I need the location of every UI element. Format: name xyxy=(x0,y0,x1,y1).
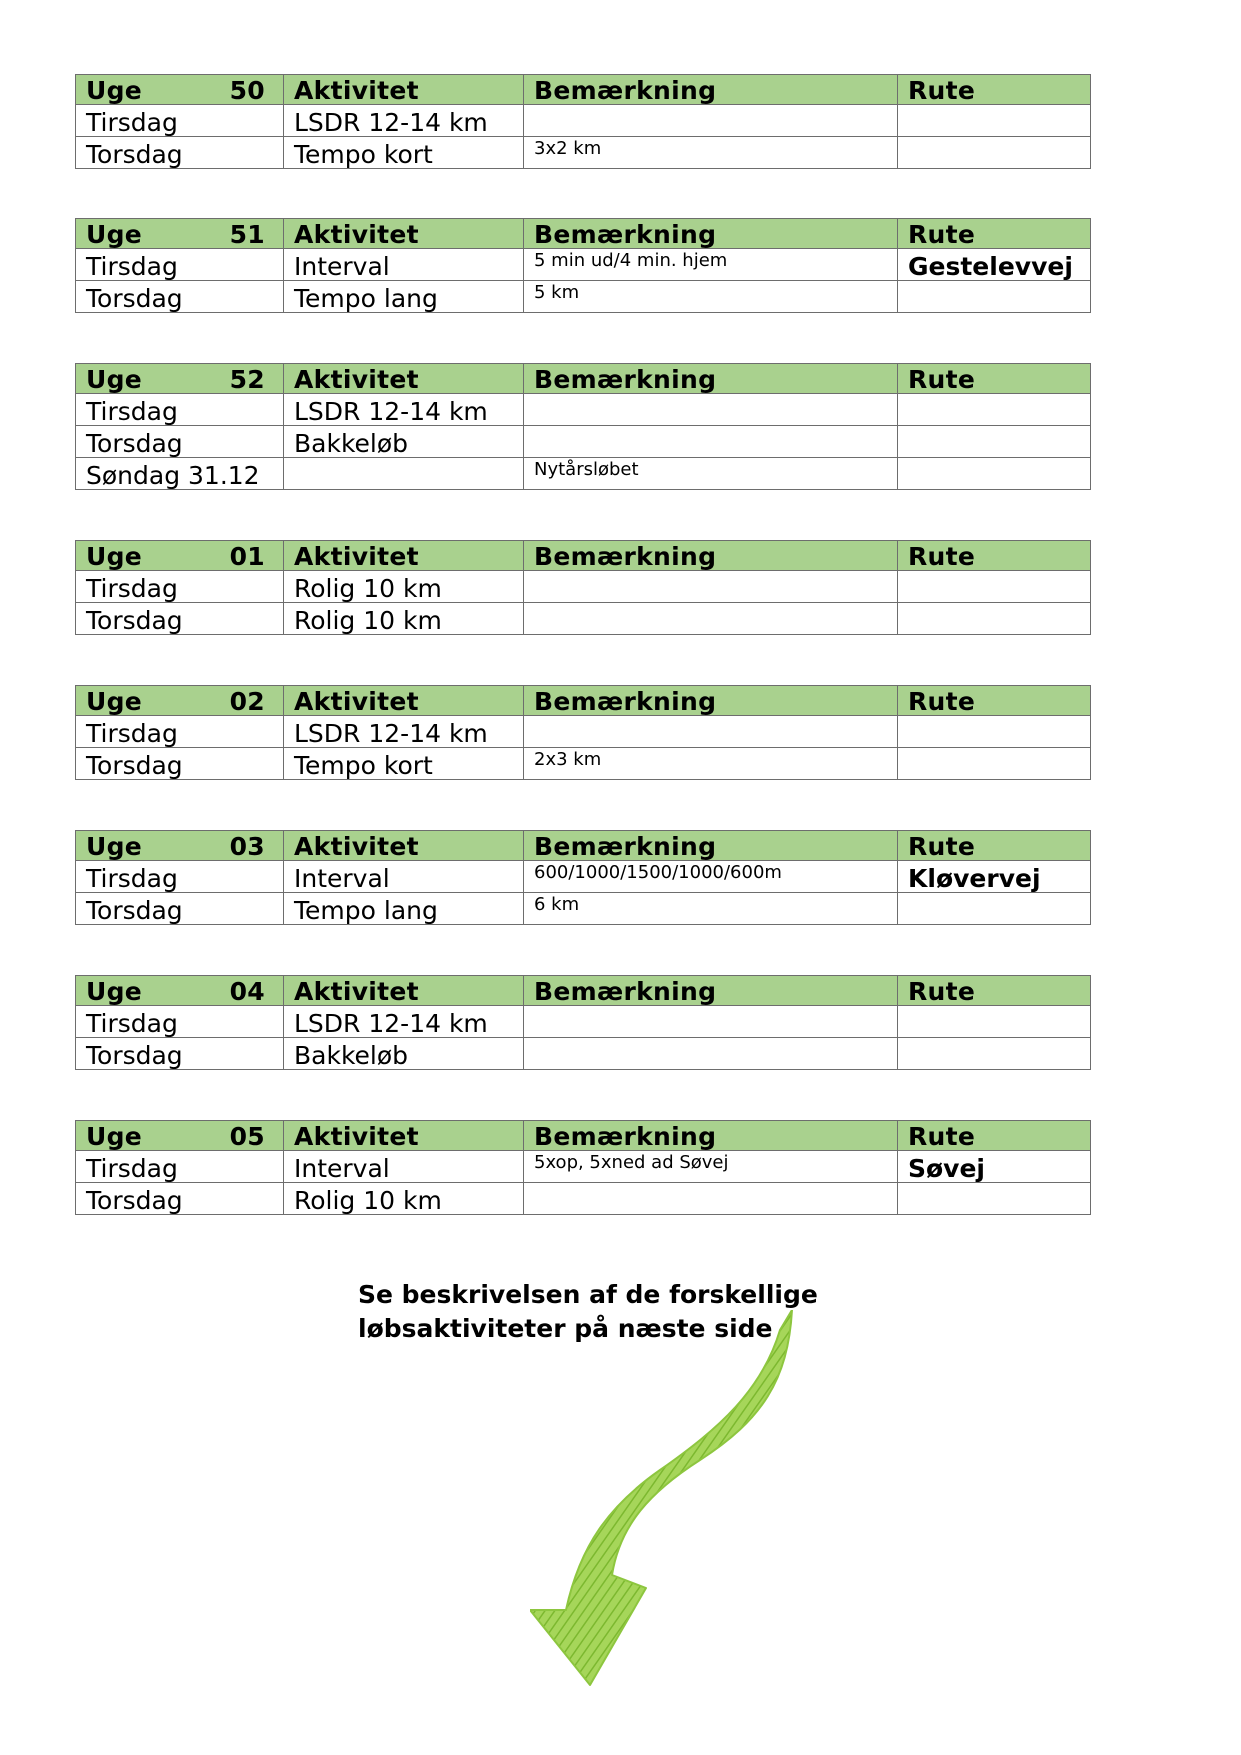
table-row xyxy=(76,571,1091,603)
week-header-row xyxy=(76,686,1091,716)
remark-cell: 5xop, 5xned ad Søvej xyxy=(524,1151,898,1183)
day-cell: Torsdag xyxy=(76,1038,284,1070)
week-table xyxy=(75,1120,1091,1215)
week-header-row xyxy=(76,541,1091,571)
day-cell: Torsdag xyxy=(76,893,284,925)
activity-cell: Rolig 10 km xyxy=(284,1183,524,1215)
week-number: 05 xyxy=(229,1122,265,1151)
activity-cell: Tempo lang xyxy=(284,893,524,925)
week-label: Uge xyxy=(86,220,143,249)
week-number: 04 xyxy=(229,977,265,1006)
route-cell xyxy=(898,1006,1091,1038)
week-table xyxy=(75,74,1091,169)
week-header-row xyxy=(76,219,1091,249)
week-header-row xyxy=(76,75,1091,105)
activity-cell: Rolig 10 km xyxy=(284,603,524,635)
route-cell xyxy=(898,893,1091,925)
day-cell: Torsdag xyxy=(76,426,284,458)
day-cell: Torsdag xyxy=(76,281,284,313)
route-cell xyxy=(898,426,1091,458)
activity-cell: LSDR 12-14 km xyxy=(284,394,524,426)
day-cell: Torsdag xyxy=(76,1183,284,1215)
remark-cell xyxy=(524,426,898,458)
route-header: Rute xyxy=(898,1121,1091,1151)
route-cell xyxy=(898,137,1091,169)
table-row xyxy=(76,281,1091,313)
week-number-cell xyxy=(76,541,284,571)
route-header: Rute xyxy=(898,364,1091,394)
remark-header: Bemærkning xyxy=(524,831,898,861)
day-cell: Tirsdag xyxy=(76,394,284,426)
remark-cell: Nytårsløbet xyxy=(524,458,898,490)
route-cell xyxy=(898,281,1091,313)
table-row xyxy=(76,716,1091,748)
week-header-row xyxy=(76,976,1091,1006)
week-label: Uge xyxy=(86,542,143,571)
table-row xyxy=(76,1006,1091,1038)
table-row xyxy=(76,426,1091,458)
remark-cell: 3x2 km xyxy=(524,137,898,169)
activity-cell: Rolig 10 km xyxy=(284,571,524,603)
week-label: Uge xyxy=(86,977,143,1006)
table-row xyxy=(76,1151,1091,1183)
day-cell: Tirsdag xyxy=(76,1151,284,1183)
week-number: 02 xyxy=(229,687,265,716)
table-row xyxy=(76,748,1091,780)
week-table xyxy=(75,685,1091,780)
table-row xyxy=(76,1183,1091,1215)
week-table xyxy=(75,975,1091,1070)
week-label: Uge xyxy=(86,76,143,105)
day-cell: Tirsdag xyxy=(76,571,284,603)
week-number-cell xyxy=(76,1121,284,1151)
week-header-row xyxy=(76,1121,1091,1151)
day-cell: Torsdag xyxy=(76,137,284,169)
day-cell: Tirsdag xyxy=(76,861,284,893)
route-cell xyxy=(898,458,1091,490)
activity-cell xyxy=(284,458,524,490)
week-number-cell xyxy=(76,686,284,716)
activity-header: Aktivitet xyxy=(284,1121,524,1151)
week-label: Uge xyxy=(86,365,143,394)
remark-cell xyxy=(524,603,898,635)
week-label: Uge xyxy=(86,832,143,861)
week-header-row xyxy=(76,831,1091,861)
week-number-cell xyxy=(76,976,284,1006)
activity-cell: LSDR 12-14 km xyxy=(284,716,524,748)
remark-header: Bemærkning xyxy=(524,219,898,249)
day-cell: Tirsdag xyxy=(76,105,284,137)
remark-cell: 2x3 km xyxy=(524,748,898,780)
remark-cell: 5 km xyxy=(524,281,898,313)
activity-cell: Interval xyxy=(284,861,524,893)
day-cell: Tirsdag xyxy=(76,1006,284,1038)
remark-cell xyxy=(524,105,898,137)
activity-cell: Interval xyxy=(284,1151,524,1183)
day-cell: Torsdag xyxy=(76,748,284,780)
route-header: Rute xyxy=(898,976,1091,1006)
table-row xyxy=(76,1038,1091,1070)
route-cell: Søvej xyxy=(898,1151,1091,1183)
week-number-cell xyxy=(76,364,284,394)
remark-header: Bemærkning xyxy=(524,1121,898,1151)
route-cell xyxy=(898,105,1091,137)
week-number: 01 xyxy=(229,542,265,571)
week-number: 51 xyxy=(229,220,265,249)
activity-header: Aktivitet xyxy=(284,976,524,1006)
route-header: Rute xyxy=(898,831,1091,861)
remark-cell: 600/1000/1500/1000/600m xyxy=(524,861,898,893)
route-cell xyxy=(898,571,1091,603)
curved-arrow-down-left-icon xyxy=(530,1310,830,1690)
week-number: 03 xyxy=(229,832,265,861)
activity-header: Aktivitet xyxy=(284,219,524,249)
route-cell: Kløvervej xyxy=(898,861,1091,893)
footer-note-line-1: Se beskrivelsen af de forskellige xyxy=(358,1280,818,1309)
week-table xyxy=(75,540,1091,635)
activity-header: Aktivitet xyxy=(284,75,524,105)
table-row xyxy=(76,861,1091,893)
table-row xyxy=(76,394,1091,426)
route-cell: Gestelevvej xyxy=(898,249,1091,281)
remark-cell xyxy=(524,571,898,603)
week-label: Uge xyxy=(86,687,143,716)
table-row xyxy=(76,137,1091,169)
activity-header: Aktivitet xyxy=(284,364,524,394)
activity-cell: LSDR 12-14 km xyxy=(284,105,524,137)
activity-cell: Bakkeløb xyxy=(284,426,524,458)
remark-header: Bemærkning xyxy=(524,364,898,394)
remark-header: Bemærkning xyxy=(524,976,898,1006)
week-table xyxy=(75,218,1091,313)
activity-cell: LSDR 12-14 km xyxy=(284,1006,524,1038)
activity-cell: Tempo lang xyxy=(284,281,524,313)
remark-header: Bemærkning xyxy=(524,541,898,571)
day-cell: Tirsdag xyxy=(76,249,284,281)
activity-cell: Bakkeløb xyxy=(284,1038,524,1070)
week-number-cell xyxy=(76,75,284,105)
table-row xyxy=(76,105,1091,137)
week-number: 52 xyxy=(229,365,265,394)
route-cell xyxy=(898,1183,1091,1215)
activity-header: Aktivitet xyxy=(284,831,524,861)
table-row xyxy=(76,249,1091,281)
route-header: Rute xyxy=(898,686,1091,716)
route-cell xyxy=(898,716,1091,748)
week-label: Uge xyxy=(86,1122,143,1151)
week-table xyxy=(75,830,1091,925)
route-cell xyxy=(898,1038,1091,1070)
week-table xyxy=(75,363,1091,490)
footer-note-line-2: løbsaktiviteter på næste side xyxy=(358,1314,773,1343)
week-number: 50 xyxy=(229,76,265,105)
remark-cell xyxy=(524,394,898,426)
day-cell: Søndag 31.12 xyxy=(76,458,284,490)
day-cell: Tirsdag xyxy=(76,716,284,748)
activity-cell: Tempo kort xyxy=(284,748,524,780)
activity-header: Aktivitet xyxy=(284,686,524,716)
route-header: Rute xyxy=(898,541,1091,571)
week-header-row xyxy=(76,364,1091,394)
table-row xyxy=(76,458,1091,490)
route-header: Rute xyxy=(898,219,1091,249)
table-row xyxy=(76,603,1091,635)
remark-header: Bemærkning xyxy=(524,75,898,105)
activity-cell: Interval xyxy=(284,249,524,281)
remark-header: Bemærkning xyxy=(524,686,898,716)
remark-cell xyxy=(524,716,898,748)
activity-header: Aktivitet xyxy=(284,541,524,571)
week-number-cell xyxy=(76,831,284,861)
day-cell: Torsdag xyxy=(76,603,284,635)
route-cell xyxy=(898,603,1091,635)
remark-cell xyxy=(524,1183,898,1215)
remark-cell xyxy=(524,1006,898,1038)
week-number-cell xyxy=(76,219,284,249)
remark-cell: 5 min ud/4 min. hjem xyxy=(524,249,898,281)
route-header: Rute xyxy=(898,75,1091,105)
route-cell xyxy=(898,748,1091,780)
table-row xyxy=(76,893,1091,925)
activity-cell: Tempo kort xyxy=(284,137,524,169)
remark-cell: 6 km xyxy=(524,893,898,925)
route-cell xyxy=(898,394,1091,426)
remark-cell xyxy=(524,1038,898,1070)
